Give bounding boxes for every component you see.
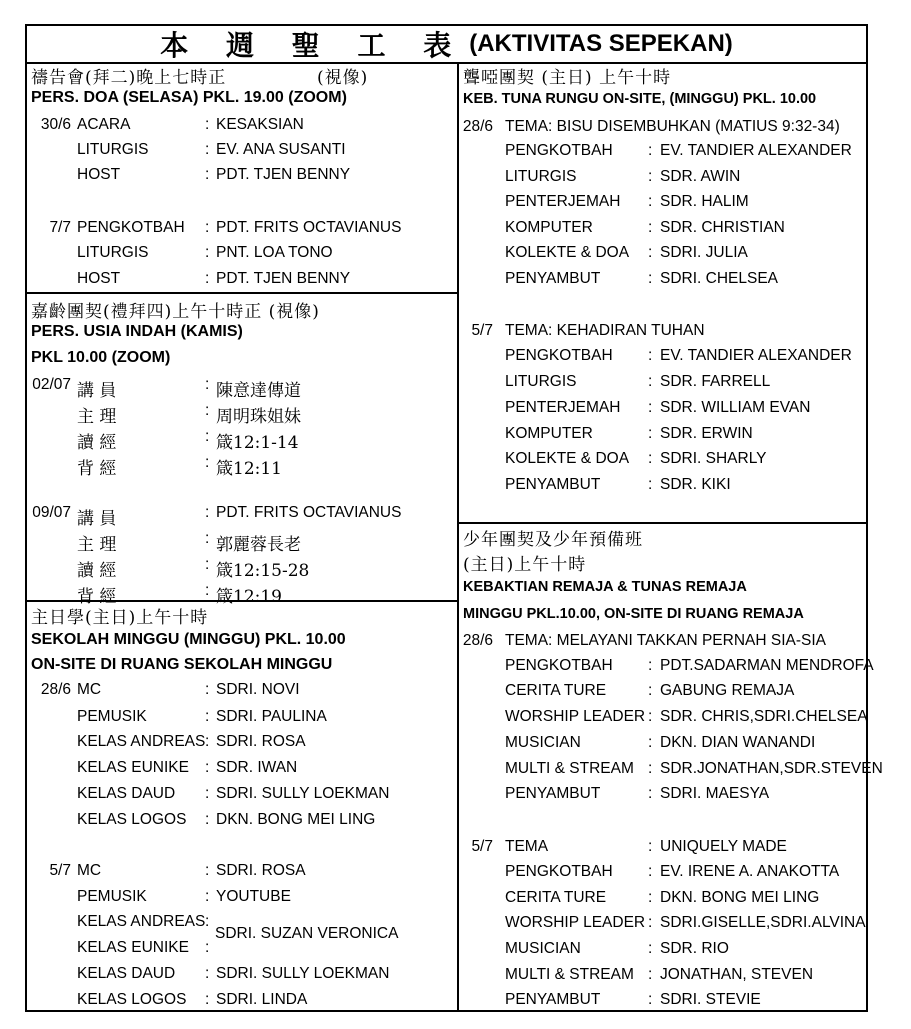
row-role: KOLEKTE & DOA: [505, 450, 630, 467]
row-colon: :: [205, 428, 210, 445]
row-role: LITURGIS: [77, 244, 149, 261]
row-value: EV. IRENE A. ANAKOTTA: [660, 863, 840, 880]
row-colon: :: [205, 244, 210, 261]
row-colon: :: [205, 116, 210, 133]
row-colon: :: [205, 759, 210, 776]
schedule-row: [459, 244, 866, 269]
schedule-row: [459, 863, 866, 888]
prayer-heading: PERS. DOA (SELASA) PKL. 19.00 (ZOOM): [31, 89, 347, 106]
schedule-row: [459, 193, 866, 218]
row-value: EV. TANDIER ALEXANDER: [660, 142, 852, 159]
schedule-row: [27, 402, 457, 427]
row-value: SDRI. JULIA: [660, 244, 748, 261]
schedule-row: [459, 966, 866, 991]
row-value: 箴12:15-28: [216, 561, 310, 581]
merged-value-row: [27, 925, 457, 950]
row-role: PENGKOTBAH: [505, 347, 613, 364]
schedule-row: [27, 991, 457, 1016]
schedule-row: [459, 785, 866, 810]
row-colon: :: [205, 708, 210, 725]
row-colon: :: [648, 142, 653, 159]
schedule-row: [27, 785, 457, 810]
row-role: PENGKOTBAH: [505, 657, 613, 674]
row-value: 郭麗蓉長老: [216, 535, 301, 555]
row-colon: :: [205, 504, 210, 521]
row-value: JONATHAN, STEVEN: [660, 966, 814, 983]
row-value: SDRI. STEVIE: [660, 991, 761, 1008]
elderly-heading-1: PERS. USIA INDAH (KAMIS): [31, 323, 243, 340]
row-date: 02/07: [32, 376, 71, 393]
row-role: WORSHIP LEADER: [505, 708, 646, 725]
row-role: 讀 經: [77, 561, 117, 581]
row-role: MUSICIAN: [505, 734, 581, 751]
row-colon: :: [648, 425, 653, 442]
title-chinese: 本 週 聖 工 表: [160, 29, 466, 62]
row-role: MUSICIAN: [505, 940, 581, 957]
row-role: PENYAMBUT: [505, 476, 601, 493]
schedule-row: [459, 760, 883, 785]
schedule-row: [27, 888, 457, 913]
row-role: PENYAMBUT: [505, 991, 601, 1008]
row-role: PENTERJEMAH: [505, 399, 621, 416]
row-role: TEMA: [505, 838, 549, 855]
row-role: CERITA TURE: [505, 682, 607, 699]
youth-cn-title-1: 少年團契及少年預備班: [463, 530, 643, 550]
schedule-row: [27, 759, 457, 784]
row-colon: :: [648, 450, 653, 467]
row-role: PENYAMBUT: [505, 270, 601, 287]
row-role: PEMUSIK: [77, 708, 147, 725]
row-value: YOUTUBE: [216, 888, 291, 905]
schedule-row: [459, 476, 866, 501]
row-date: 09/07: [32, 504, 71, 521]
row-colon: :: [648, 966, 653, 983]
row-role: KOMPUTER: [505, 219, 593, 236]
row-role: KELAS EUNIKE: [77, 939, 189, 956]
row-role: MULTI & STREAM: [505, 966, 634, 983]
row-role: KELAS LOGOS: [77, 811, 187, 828]
deaf-section: [459, 62, 866, 524]
schedule-row: [459, 682, 866, 707]
schedule-row: [27, 556, 457, 581]
row-value: 周明珠姐妹: [216, 407, 301, 427]
left-column: [27, 62, 459, 1010]
row-colon: :: [205, 219, 210, 236]
schedule-row: [459, 168, 866, 193]
row-role: KOMPUTER: [505, 425, 593, 442]
schedule-row: [459, 991, 866, 1016]
row-value: SDRI. MAESYA: [660, 785, 770, 802]
row-role: 背 經: [77, 587, 117, 607]
row-date: 28/6: [462, 632, 493, 649]
row-value: SDR. CHRIS,SDRI.CHELSEA: [660, 708, 868, 725]
prayer-cn-title: 禱告會(拜二)晚上七時正: [31, 68, 227, 88]
schedule-row: [27, 219, 457, 244]
row-value: SDRI. ROSA: [216, 862, 306, 879]
row-value: SDR. CHRISTIAN: [660, 219, 785, 236]
row-value: PDT. FRITS OCTAVIANUS: [216, 504, 402, 521]
row-value: SDRI. PAULINA: [216, 708, 327, 725]
row-role: HOST: [77, 166, 121, 183]
row-colon: :: [648, 940, 653, 957]
row-date: 5/7: [471, 322, 493, 339]
schedule-row: [459, 708, 866, 733]
row-colon: :: [648, 785, 653, 802]
row-value: SDR. HALIM: [660, 193, 749, 210]
row-value: SDRI. ROSA: [216, 733, 306, 750]
row-role: MC: [77, 862, 102, 879]
row-colon: :: [648, 734, 653, 751]
youth-section: [459, 522, 883, 1010]
schedule-frame: [25, 24, 883, 1012]
row-value: PDT. TJEN BENNY: [216, 270, 351, 287]
schedule-row: [459, 889, 866, 914]
row-value: SDR. FARRELL: [660, 373, 771, 390]
schedule-row: [459, 373, 866, 398]
row-role: ACARA: [77, 116, 131, 133]
schedule-row: [27, 116, 457, 141]
schedule-row: [27, 376, 457, 401]
row-role: PENYAMBUT: [505, 785, 601, 802]
prayer-section: [27, 62, 457, 294]
row-value: PDT. TJEN BENNY: [216, 166, 351, 183]
youth-heading-2: MINGGU PKL.10.00, ON-SITE DI RUANG REMAJA: [463, 606, 804, 622]
row-theme: TEMA: KEHADIRAN TUHAN: [505, 322, 705, 339]
row-value: PNT. LOA TONO: [216, 244, 333, 261]
row-role: PENGKOTBAH: [505, 142, 613, 159]
row-role: KELAS ANDREAS: [77, 733, 206, 750]
schedule-row: [27, 965, 457, 990]
row-value: SDR. AWIN: [660, 168, 741, 185]
schedule-row: [27, 504, 457, 529]
schedule-row: [27, 166, 457, 191]
sunday-school-cn-title: 主日學(主日)上午十時: [31, 608, 209, 628]
row-value: SDRI. LINDA: [216, 991, 308, 1008]
merged-value: SDRI. SUZAN VERONICA: [215, 925, 399, 942]
row-colon: :: [648, 914, 653, 931]
row-role: MC: [77, 681, 102, 698]
row-colon: :: [648, 476, 653, 493]
row-value: KESAKSIAN: [216, 116, 304, 133]
row-role: LITURGIS: [505, 168, 577, 185]
deaf-cn-title: 聾啞團契 (主日) 上午十時: [463, 68, 672, 88]
row-date: 5/7: [471, 838, 493, 855]
row-role: 主 理: [77, 407, 117, 427]
youth-heading-1: KEBAKTIAN REMAJA & TUNAS REMAJA: [463, 579, 747, 595]
row-colon: :: [648, 347, 653, 364]
row-role: 主 理: [77, 535, 117, 555]
row-role: PENGKOTBAH: [77, 219, 185, 236]
elderly-section: [27, 292, 457, 607]
row-colon: :: [648, 682, 653, 699]
row-value: GABUNG REMAJA: [660, 682, 795, 699]
schedule-row: [27, 708, 457, 733]
row-role: MULTI & STREAM: [505, 760, 634, 777]
row-value: SDRI. SULLY LOEKMAN: [216, 965, 390, 982]
row-value: PDT.SADARMAN MENDROFA: [660, 657, 874, 674]
row-colon: :: [205, 376, 210, 393]
row-colon: :: [205, 454, 210, 471]
deaf-heading: KEB. TUNA RUNGU ON-SITE, (MINGGU) PKL. 10.00: [463, 91, 817, 107]
row-value: SDRI.GISELLE,SDRI.ALVINA: [660, 914, 866, 931]
schedule-row: [459, 347, 866, 372]
schedule-row: [459, 657, 874, 682]
schedule-row: [459, 940, 866, 965]
row-colon: :: [648, 168, 653, 185]
row-colon: :: [205, 733, 210, 750]
row-value: EV. TANDIER ALEXANDER: [660, 347, 852, 364]
row-value: SDR. WILLIAM EVAN: [660, 399, 811, 416]
row-date: 28/6: [462, 118, 493, 135]
row-colon: :: [205, 862, 210, 879]
row-value: DKN. BONG MEI LING: [660, 889, 820, 906]
row-value: 箴12:11: [216, 459, 282, 479]
row-colon: :: [648, 889, 653, 906]
row-colon: :: [205, 141, 210, 158]
schedule-row: [27, 454, 457, 479]
schedule-row: [459, 399, 866, 424]
row-date: 30/6: [40, 116, 71, 133]
sunday-school-heading-2: ON-SITE DI RUANG SEKOLAH MINGGU: [31, 656, 333, 673]
row-date: 28/6: [40, 681, 71, 698]
schedule-row: [27, 681, 457, 706]
row-value: DKN. DIAN WANANDI: [660, 734, 816, 751]
row-role: 講 員: [77, 381, 117, 401]
row-value: EV. ANA SUSANTI: [216, 141, 346, 158]
row-value: 箴12:19: [216, 587, 282, 607]
row-role: PENTERJEMAH: [505, 193, 621, 210]
row-role: PENGKOTBAH: [505, 863, 613, 880]
row-value: SDRI. NOVI: [216, 681, 300, 698]
row-theme: TEMA: BISU DISEMBUHKAN (MATIUS 9:32-34): [505, 118, 840, 135]
row-role: KOLEKTE & DOA: [505, 244, 630, 261]
row-value: SDR. RIO: [660, 940, 729, 957]
schedule-row: [27, 141, 457, 166]
row-colon: :: [205, 965, 210, 982]
schedule-row: [459, 270, 866, 295]
prayer-cn-tag: (視像): [317, 68, 369, 88]
row-colon: :: [648, 399, 653, 416]
row-colon: :: [205, 991, 210, 1008]
row-colon: :: [205, 939, 210, 956]
schedule-row: [459, 632, 866, 657]
row-colon: :: [648, 270, 653, 287]
row-colon: :: [205, 530, 210, 547]
row-value: 箴12:1-14: [216, 433, 299, 453]
row-role: KELAS DAUD: [77, 785, 176, 802]
row-role: CERITA TURE: [505, 889, 607, 906]
row-colon: :: [205, 556, 210, 573]
row-value: SDR. IWAN: [216, 759, 298, 776]
elderly-heading-2: PKL 10.00 (ZOOM): [31, 349, 171, 366]
row-value: UNIQUELY MADE: [660, 838, 787, 855]
schedule-row: [27, 811, 457, 836]
youth-cn-title-2: (主日)上午十時: [463, 555, 587, 575]
row-colon: :: [648, 657, 653, 674]
row-role: KELAS DAUD: [77, 965, 176, 982]
schedule-row: [459, 838, 866, 863]
schedule-row: [27, 733, 457, 758]
row-value: SDR. KIKI: [660, 476, 731, 493]
right-column: [459, 62, 883, 1010]
row-value: 陳意達傳道: [216, 381, 301, 401]
row-role: WORSHIP LEADER: [505, 914, 646, 931]
row-role: KELAS EUNIKE: [77, 759, 189, 776]
row-role: 講 員: [77, 509, 117, 529]
row-value: SDR. ERWIN: [660, 425, 753, 442]
row-date: 7/7: [49, 219, 71, 236]
row-colon: :: [205, 166, 210, 183]
row-role: PEMUSIK: [77, 888, 147, 905]
row-value: SDRI. CHELSEA: [660, 270, 779, 287]
row-role: HOST: [77, 270, 121, 287]
schedule-row: [27, 428, 457, 453]
row-date: 5/7: [49, 862, 71, 879]
schedule-row: [27, 862, 457, 887]
row-theme: TEMA: MELAYANI TAKKAN PERNAH SIA-SIA: [505, 632, 826, 649]
schedule-row: [459, 219, 866, 244]
elderly-cn-title: 嘉齡團契(禮拜四)上午十時正 (視像): [31, 302, 320, 322]
row-colon: :: [648, 863, 653, 880]
row-colon: :: [205, 913, 210, 930]
row-colon: :: [205, 402, 210, 419]
sunday-school-section: [27, 600, 457, 1010]
row-value: SDR.JONATHAN,SDR.STEVEN: [660, 760, 883, 777]
row-colon: :: [205, 270, 210, 287]
row-colon: :: [648, 760, 653, 777]
row-colon: :: [648, 193, 653, 210]
row-colon: :: [205, 888, 210, 905]
row-colon: :: [648, 373, 653, 390]
row-role: 背 經: [77, 459, 117, 479]
row-value: PDT. FRITS OCTAVIANUS: [216, 219, 402, 236]
row-colon: :: [205, 785, 210, 802]
schedule-row: [459, 425, 866, 450]
row-value: SDRI. SHARLY: [660, 450, 767, 467]
schedule-row: [459, 914, 866, 939]
schedule-row: [27, 244, 457, 269]
schedule-row: [27, 530, 457, 555]
row-role: KELAS LOGOS: [77, 991, 187, 1008]
row-value: DKN. BONG MEI LING: [216, 811, 376, 828]
schedule-row: [459, 142, 866, 167]
row-colon: :: [648, 838, 653, 855]
schedule-row: [459, 322, 866, 347]
row-colon: :: [205, 582, 210, 599]
row-colon: :: [205, 681, 210, 698]
row-colon: :: [205, 811, 210, 828]
row-role: 讀 經: [77, 433, 117, 453]
sunday-school-heading-1: SEKOLAH MINGGU (MINGGU) PKL. 10.00: [31, 631, 346, 648]
page-title: [27, 26, 866, 64]
schedule-row: [459, 118, 866, 143]
row-colon: :: [648, 708, 653, 725]
row-role: LITURGIS: [505, 373, 577, 390]
row-colon: :: [648, 244, 653, 261]
schedule-row: [459, 734, 866, 759]
row-colon: :: [648, 991, 653, 1008]
title-indonesian: (AKTIVITAS SEPEKAN): [469, 30, 733, 57]
row-value: SDRI. SULLY LOEKMAN: [216, 785, 390, 802]
row-role: LITURGIS: [77, 141, 149, 158]
schedule-row: [459, 450, 866, 475]
row-role: KELAS ANDREAS: [77, 913, 206, 930]
row-colon: :: [648, 219, 653, 236]
